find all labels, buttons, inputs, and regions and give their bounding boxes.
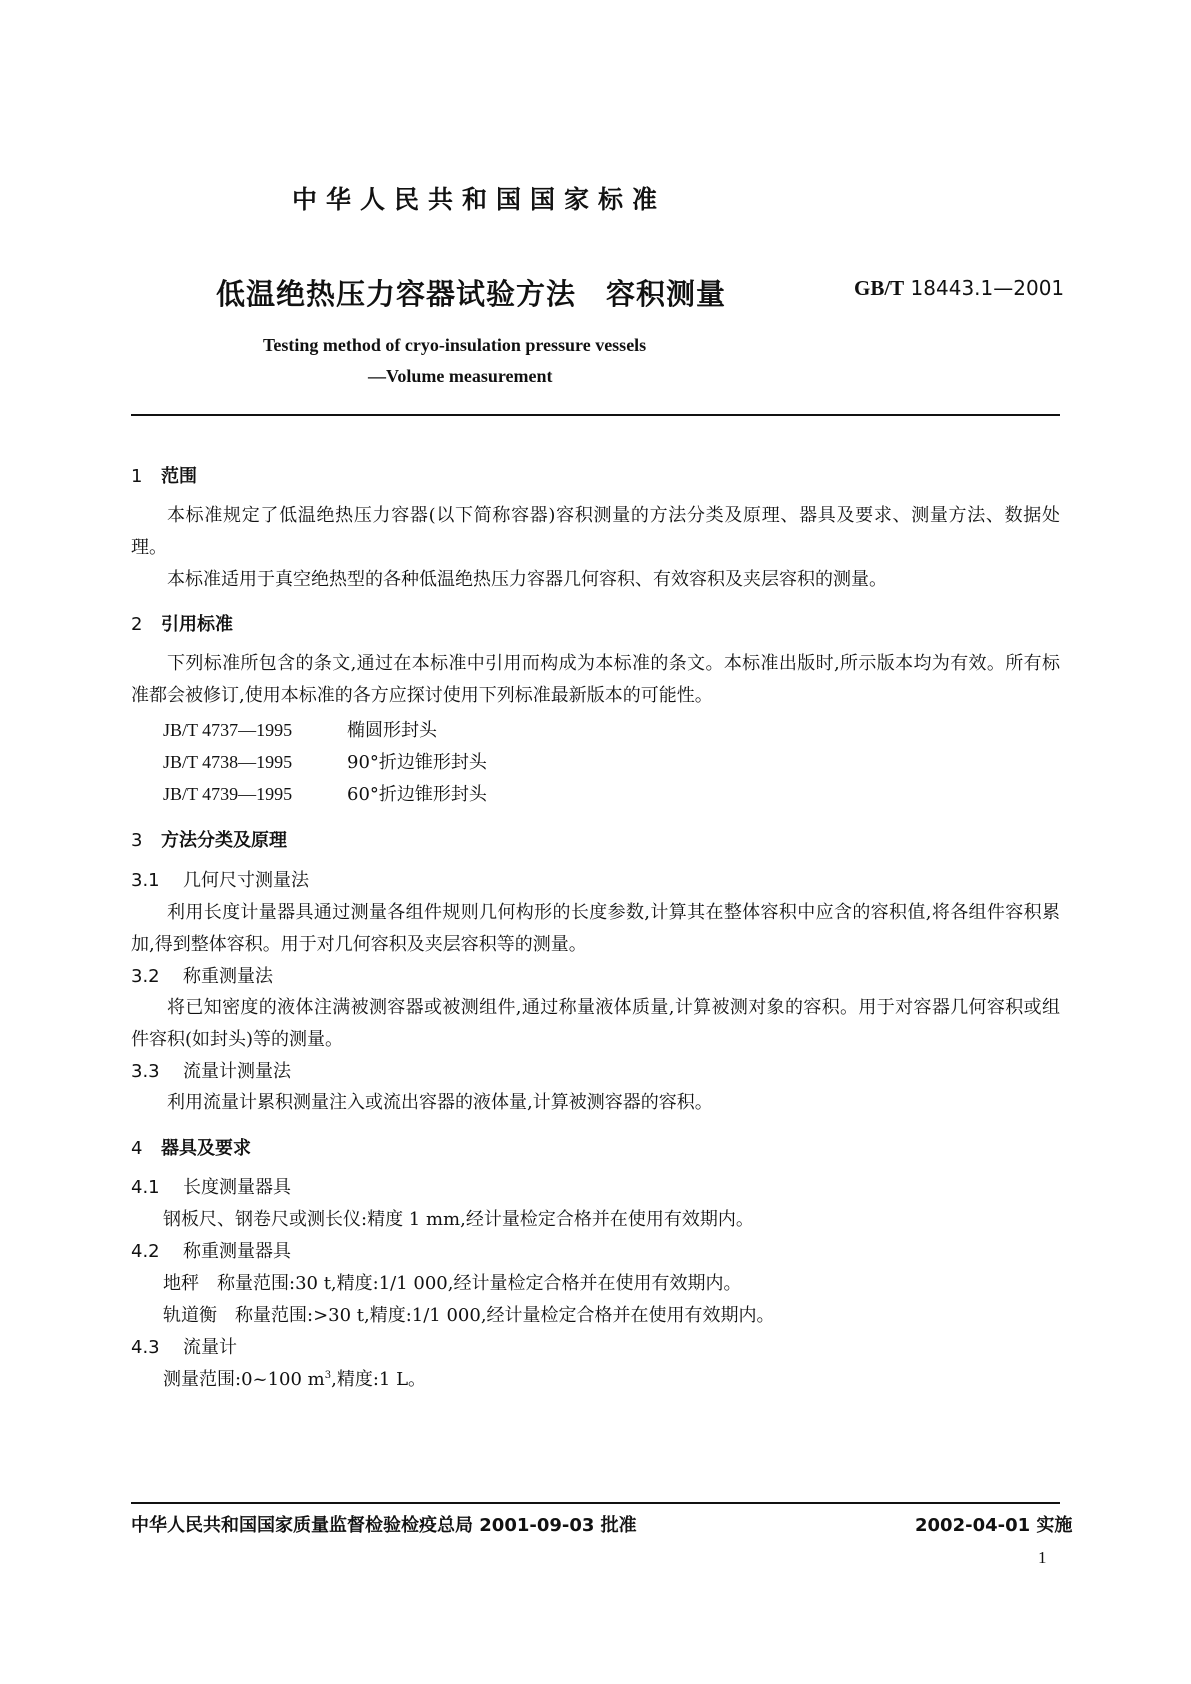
subsection-4-3-text [163,1365,426,1391]
standard-prefix: GB/T [854,276,905,300]
page-number: 1 [1038,1548,1047,1567]
reference-item [163,748,487,774]
document-title-en-line2: —Volume measurement [368,366,553,386]
range-text: 测量范围:0~100 m [163,1369,325,1390]
reference-name: 60°折边锥形封头 [347,784,487,805]
subsection-number: 3.3 [131,1061,160,1082]
effective-date: 2002-04-01 实施 [915,1515,1073,1536]
subsection-title: 流量计测量法 [183,1061,291,1082]
reference-code: JB/T 4739—1995 [163,784,293,804]
section-number: 2 [131,614,143,635]
precision-text: ,精度:1 L。 [331,1369,427,1390]
reference-code: JB/T 4738—1995 [163,752,293,772]
subsection-4-2-line-1: 地秤 称量范围:30 t,精度:1/1 000,经计量检定合格并在使用有效期内。 [163,1273,742,1294]
subsection-4-1-heading [131,1173,291,1199]
subsection-number: 4.3 [131,1337,160,1358]
subsection-3-3-text: 利用流量计累积测量注入或流出容器的液体量,计算被测容器的容积。 [167,1092,713,1113]
subsection-4-2-line-2: 轨道衡 称量范围:>30 t,精度:1/1 000,经计量检定合格并在使用有效期内。 [163,1305,775,1326]
subsection-3-1-text: 利用长度计量器具通过测量各组件规则几何构形的长度参数,计算其在整体容积中应含的容积值,将各组件容积累加,得到整体容积。用于对几何容积及夹层容积等的测量。 [131,902,1060,955]
section-4-heading [131,1134,251,1160]
issuer-approval: 中华人民共和国国家质量监督检验检疫总局 2001-09-03 批准 [131,1515,637,1536]
section-1-paragraph-1: 本标准规定了低温绝热压力容器(以下简称容器)容积测量的方法分类及原理、器具及要求、测量方法、数据处理。 [131,505,1060,558]
header-divider [131,414,1060,416]
subsection-title: 长度测量器具 [183,1177,291,1198]
reference-item [163,716,437,742]
section-number: 4 [131,1138,143,1159]
subsection-4-3-heading [131,1333,237,1359]
document-title-en-line1: Testing method of cryo-insulation pressure vessels [263,335,647,355]
subsection-3-3-heading [131,1057,291,1083]
section-number: 3 [131,830,143,851]
subsection-3-1-heading [131,866,309,892]
subsection-title: 几何尺寸测量法 [183,870,309,891]
section-title: 方法分类及原理 [161,830,287,851]
section-title: 器具及要求 [161,1138,251,1159]
section-number: 1 [131,466,143,487]
reference-item [163,780,487,806]
superscript: 3 [324,1370,332,1381]
footer-divider [131,1502,1060,1504]
standard-number: 18443.1—2001 [910,276,1065,300]
subsection-title: 称重测量器具 [183,1241,291,1262]
subsection-number: 4.2 [131,1241,160,1262]
section-title: 引用标准 [161,614,233,635]
subsection-3-2-heading [131,962,273,988]
subsection-number: 3.1 [131,870,160,891]
reference-code: JB/T 4737—1995 [163,720,293,740]
section-2-heading [131,610,233,636]
subsection-title: 流量计 [183,1337,237,1358]
section-3-heading [131,826,287,852]
reference-name: 90°折边锥形封头 [347,752,487,773]
national-standard-heading: 中华人民共和国国家标准 [292,185,667,214]
section-1-heading [131,462,197,488]
reference-name: 椭圆形封头 [347,720,437,741]
subsection-3-2-text: 将已知密度的液体注满被测容器或被测组件,通过称量液体质量,计算被测对象的容积。用于对容器几何容积或组件容积(如封头)等的测量。 [131,997,1060,1050]
subsection-number: 4.1 [131,1177,160,1198]
standard-code [854,276,1064,301]
subsection-number: 3.2 [131,966,160,987]
section-title: 范围 [161,466,197,487]
subsection-4-2-heading [131,1237,291,1263]
section-1-paragraph-2: 本标准适用于真空绝热型的各种低温绝热压力容器几何容积、有效容积及夹层容积的测量。 [167,569,887,590]
subsection-4-1-text: 钢板尺、钢卷尺或测长仪:精度 1 mm,经计量检定合格并在使用有效期内。 [163,1209,754,1230]
document-title-cn: 低温绝热压力容器试验方法 容积测量 [216,277,727,311]
section-2-paragraph-1: 下列标准所包含的条文,通过在本标准中引用而构成为本标准的条文。本标准出版时,所示版本均为有效。所有标准都会被修订,使用本标准的各方应探讨使用下列标准最新版本的可能性。 [131,653,1060,706]
subsection-title: 称重测量法 [183,966,273,987]
